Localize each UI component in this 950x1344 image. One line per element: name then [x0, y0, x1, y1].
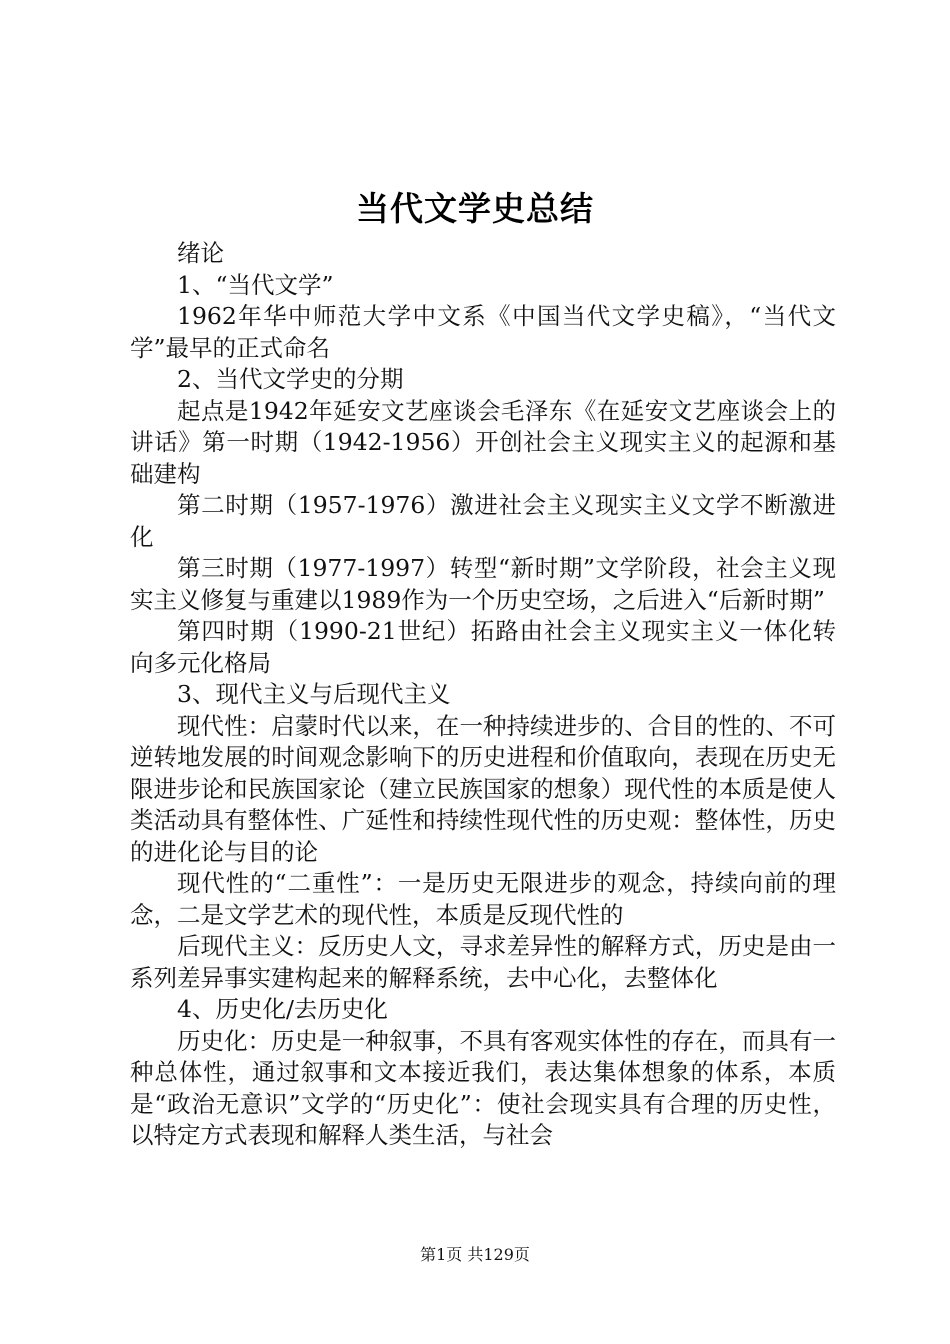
section-heading: 1、“当代文学” — [177, 270, 334, 299]
paragraph: 后现代主义：反历史人文，寻求差异性的解释方式，历史是由一系列差异事实建构起来的解释系统，去中心化，去整体化 — [130, 932, 836, 992]
paragraph: 1962年华中师范大学中文系《中国当代文学史稿》，“当代文学”最早的正式命名 — [130, 302, 836, 362]
page-footer: 第1页 共129页 — [420, 1245, 530, 1264]
paragraph: 起点是1942年延安文艺座谈会毛泽东《在延安文艺座谈会上的讲话》第一时期（1942-1956）开创社会主义现实主义的起源和基础建构 — [130, 396, 836, 488]
document-title: 当代文学史总结 — [356, 189, 594, 228]
document-body — [130, 238, 836, 1152]
paragraph: 第二时期（1957-1976）激进社会主义现实主义文学不断激进化 — [130, 491, 836, 551]
section-heading: 3、现代主义与后现代主义 — [177, 680, 451, 708]
paragraph: 绪论 — [177, 239, 224, 267]
section-heading: 2、当代文学史的分期 — [177, 365, 404, 393]
paragraph: 第三时期（1977-1997）转型“新时期”文学阶段，社会主义现实主义修复与重建以1989作为一个历史空场，之后进入“后新时期” — [130, 554, 836, 614]
paragraph: 现代性：启蒙时代以来，在一种持续进步的、合目的性的、不可逆转地发展的时间观念影响下的历史进程和价值取向，表现在历史无限进步论和民族国家论（建立民族国家的想象）现代性的本质是使人类活动具有整体性、广延性和持续性现代性的历史观：整体性，历史的进化论与目的论 — [130, 711, 836, 866]
paragraph: 现代性的“二重性”：一是历史无限进步的观念，持续向前的理念，二是文学艺术的现代性，本质是反现代性的 — [130, 869, 836, 929]
section-heading: 4、历史化/去历史化 — [177, 995, 388, 1023]
paragraph: 第四时期（1990-21世纪）拓路由社会主义现实主义一体化转向多元化格局 — [130, 617, 836, 677]
paragraph: 历史化：历史是一种叙事，不具有客观实体性的存在，而具有一种总体性，通过叙事和文本接近我们，表达集体想象的体系，本质是“政治无意识”文学的“历史化”：使社会现实具有合理的历史性，以特定方式表现和解释人类生活，与社会 — [130, 1026, 836, 1149]
